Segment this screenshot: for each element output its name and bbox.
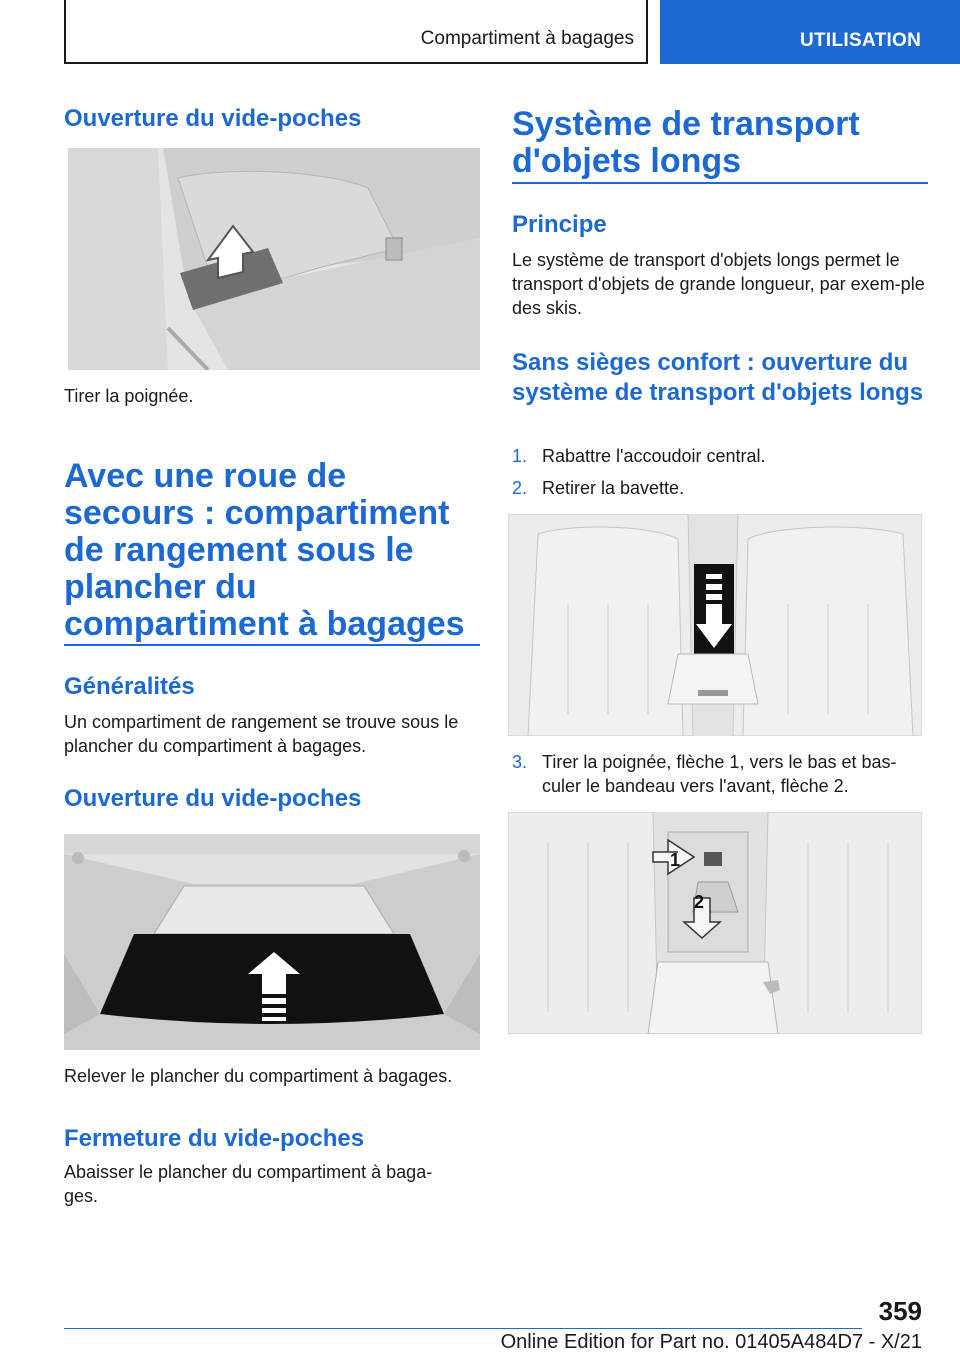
step-number: 2. (512, 478, 528, 498)
heading-principle: Principe (512, 211, 607, 238)
heading-spare-wheel-storage: Avec une roue de secours : compartiment de rangement sous le plancher du compartiment à bagages (64, 457, 465, 643)
illustration-armrest-rear-seats (508, 514, 922, 736)
heading-close-storage: Fermeture du vide-poches (64, 1125, 365, 1152)
step-item (512, 750, 922, 798)
illustration-side-pocket-handle (68, 148, 480, 370)
heading-underline (64, 644, 480, 646)
header-chapter-title: UTILISATION (800, 30, 922, 51)
step-text: Retirer la bavette. (542, 478, 685, 498)
page-number: 359 (878, 1296, 922, 1326)
footer-rule (64, 1328, 862, 1329)
illustration-raise-floor (64, 834, 480, 1050)
heading-general: Généralités (64, 673, 195, 700)
running-header-section (64, 0, 648, 64)
heading-underline-right (512, 182, 928, 184)
step-item (512, 444, 930, 468)
heading-open-storage-1: Ouverture du vide-poches (64, 105, 362, 132)
paragraph-principle: Le système de transport d'objets longs permet le transport d'objets de grande longueur, par exem-ple des skis. (512, 250, 925, 318)
caption-raise-floor: Relever le plancher du compartiment à bagages. (64, 1066, 453, 1086)
illustration-handle-flap (508, 812, 922, 1034)
running-header-chapter (660, 0, 960, 64)
heading-without-comfort-seats: Sans sièges confort : ouverture du système de transport d'objets longs (512, 349, 924, 406)
step-text: Rabattre l'accoudoir central. (542, 446, 766, 466)
footer-edition: Online Edition for Part no. 01405A484D7 - X/21 (500, 1331, 922, 1353)
callout-arrow-1: 1 (670, 850, 681, 870)
header-section-title: Compartiment à bagages (420, 28, 634, 49)
heading-long-object-system: Système de transport d'objets longs (512, 105, 860, 180)
callout-arrow-2: 2 (694, 892, 705, 912)
heading-open-storage-2: Ouverture du vide-poches (64, 785, 362, 812)
step-number: 3. (512, 752, 528, 772)
caption-pull-handle: Tirer la poignée. (64, 386, 194, 406)
step-text: Tirer la poignée, flèche 1, vers le bas et bas-culer le bandeau vers l'avant, flèche 2. (542, 752, 897, 796)
step-item (512, 476, 930, 500)
step-number: 1. (512, 446, 528, 466)
paragraph-close-storage: Abaisser le plancher du compartiment à baga-ges. (64, 1162, 433, 1206)
paragraph-general: Un compartiment de rangement se trouve sous le plancher du compartiment à bagages. (64, 712, 459, 756)
